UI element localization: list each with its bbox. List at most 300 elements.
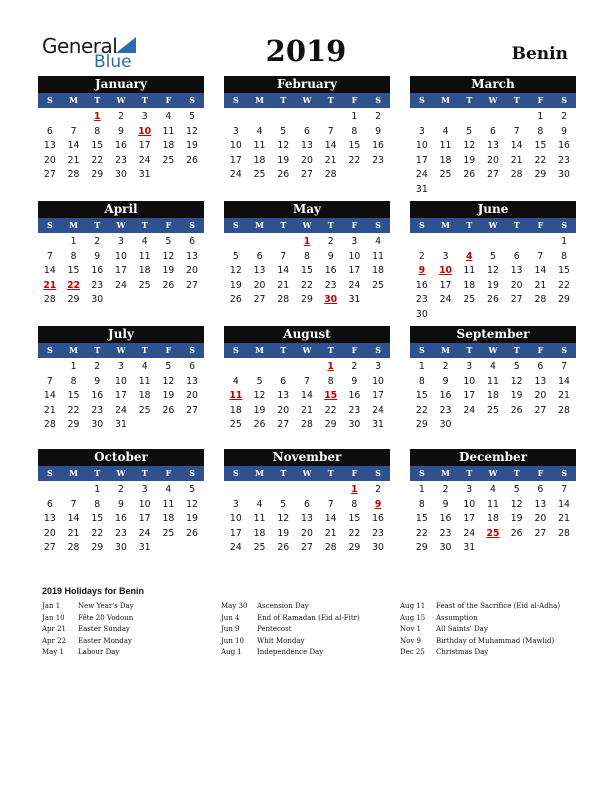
day-grid — [38, 110, 204, 183]
holiday-row — [42, 602, 134, 614]
day-cell: 16 — [115, 140, 127, 152]
weekday-label: S — [561, 345, 568, 355]
weekday-label: F — [351, 468, 358, 478]
day-cell: 30 — [348, 419, 361, 431]
day-cell: 18 — [253, 154, 266, 166]
day-cell: 22 — [348, 527, 361, 539]
day-cell: 27 — [43, 542, 56, 554]
day-cell: 25 — [162, 527, 175, 539]
day-cell: 8 — [351, 125, 358, 137]
weekday-label: F — [165, 345, 172, 355]
holidays-title: 2019 Holidays for Benin — [42, 586, 145, 596]
day-cell: 17 — [439, 279, 452, 291]
day-cell: 2 — [375, 111, 382, 122]
day-empty — [38, 483, 62, 498]
day-cell: 12 — [186, 498, 198, 510]
holiday-column — [400, 602, 560, 660]
day-cell: 11 — [162, 125, 175, 137]
day-cell: 8 — [351, 498, 358, 510]
holiday-row — [42, 625, 134, 637]
day-cell: 26 — [510, 404, 523, 416]
day-cell: 12 — [487, 265, 499, 277]
day-cell: 23 — [558, 154, 570, 166]
day-cell: 19 — [510, 513, 523, 525]
day-cell: 12 — [510, 375, 523, 387]
day-cell: 18 — [229, 404, 242, 416]
weekday-label: M — [441, 220, 450, 230]
day-cell: 2 — [418, 250, 425, 262]
day-cell: 6 — [490, 125, 496, 137]
day-cell: 9 — [118, 498, 124, 510]
holiday-name: Labour Day — [78, 648, 120, 656]
holiday-row — [400, 614, 560, 626]
day-cell: 8 — [94, 498, 101, 510]
day-cell: 3 — [375, 361, 382, 372]
day-cell: 3 — [351, 236, 358, 247]
day-cell: 20 — [43, 527, 56, 539]
day-cell: 21 — [324, 154, 337, 166]
day-cell: 10 — [115, 375, 127, 387]
day-cell: 24 — [463, 404, 476, 416]
day-cell: 14 — [277, 265, 290, 277]
holiday-date: Jan 10 — [42, 613, 65, 622]
day-cell: 26 — [186, 527, 198, 539]
day-cell: 13 — [534, 375, 547, 387]
weekday-label: T — [280, 468, 287, 478]
day-cell: 26 — [277, 169, 290, 181]
day-cell: 15 — [91, 140, 104, 152]
day-cell: 10 — [229, 513, 242, 525]
day-cell: 25 — [486, 527, 500, 539]
day-cell: 27 — [186, 279, 198, 291]
weekday-label: F — [165, 220, 172, 230]
day-cell: 8 — [70, 250, 77, 262]
weekday-label: T — [94, 468, 101, 478]
day-cell: 31 — [115, 419, 127, 431]
day-cell: 3 — [442, 250, 449, 262]
weekday-label: F — [165, 468, 172, 478]
day-cell: 8 — [418, 498, 425, 510]
weekday-label: S — [375, 468, 382, 478]
day-cell: 22 — [91, 154, 104, 166]
day-cell: 7 — [537, 250, 544, 262]
day-cell: 7 — [46, 250, 53, 262]
day-cell: 24 — [463, 527, 476, 539]
day-cell: 27 — [277, 419, 290, 431]
day-cell: 28 — [277, 294, 290, 306]
day-cell: 11 — [439, 140, 452, 152]
day-cell: 15 — [348, 140, 361, 152]
weekday-label: T — [327, 95, 334, 105]
day-cell: 29 — [324, 419, 337, 431]
day-grid — [224, 110, 390, 183]
weekday-label: M — [441, 468, 450, 478]
day-cell: 16 — [348, 390, 361, 402]
day-cell: 28 — [67, 542, 80, 554]
day-cell: 1 — [351, 484, 358, 495]
day-empty — [271, 110, 295, 125]
day-cell: 4 — [375, 236, 382, 247]
weekday-label: W — [302, 345, 312, 355]
day-cell: 12 — [463, 140, 476, 152]
day-cell: 15 — [415, 390, 428, 402]
day-cell: 23 — [439, 404, 452, 416]
holiday-row — [400, 637, 560, 649]
day-cell: 17 — [463, 513, 476, 525]
day-cell: 28 — [324, 169, 337, 181]
holiday-row — [400, 625, 560, 637]
day-cell: 24 — [348, 279, 361, 291]
day-empty — [319, 110, 343, 125]
weekday-label: T — [94, 220, 101, 230]
weekday-label: T — [513, 468, 520, 478]
day-cell: 1 — [351, 111, 358, 122]
day-cell: 23 — [415, 294, 428, 306]
weekday-label: W — [116, 95, 126, 105]
day-cell: 23 — [91, 279, 104, 291]
day-cell: 13 — [186, 375, 198, 387]
day-cell: 17 — [348, 265, 361, 277]
day-grid — [410, 110, 576, 198]
day-cell: 15 — [301, 265, 313, 277]
day-cell: 1 — [94, 111, 101, 122]
day-cell: 29 — [91, 169, 104, 181]
holiday-date: May 30 — [221, 602, 248, 610]
weekday-label: S — [561, 95, 568, 105]
weekday-header — [38, 93, 204, 108]
day-cell: 9 — [374, 498, 382, 510]
day-cell: 30 — [91, 419, 104, 431]
holiday-date: Jun 9 — [221, 625, 240, 633]
month-november — [224, 449, 390, 556]
day-cell: 18 — [463, 279, 476, 291]
month-title: April — [38, 201, 204, 218]
day-empty — [481, 110, 505, 125]
day-cell: 10 — [138, 125, 152, 137]
weekday-header — [410, 466, 576, 481]
day-cell: 25 — [229, 419, 242, 431]
day-cell: 16 — [372, 513, 384, 525]
month-december — [410, 449, 576, 556]
day-cell: 6 — [256, 250, 263, 262]
month-january — [38, 76, 204, 183]
day-cell: 7 — [46, 375, 53, 387]
weekday-label: T — [466, 220, 473, 230]
day-cell: 4 — [165, 484, 172, 495]
day-cell: 26 — [229, 294, 242, 306]
day-cell: 28 — [43, 294, 56, 306]
day-cell: 12 — [277, 140, 290, 152]
day-cell: 27 — [43, 169, 56, 181]
holiday-row — [42, 648, 134, 660]
country-name: Benin — [511, 44, 568, 64]
weekday-label: T — [466, 345, 473, 355]
day-cell: 19 — [277, 527, 290, 539]
day-cell: 31 — [138, 542, 151, 554]
day-empty — [248, 360, 272, 375]
day-cell: 10 — [463, 498, 476, 510]
day-cell: 29 — [67, 419, 80, 431]
day-cell: 7 — [327, 125, 334, 137]
weekday-label: W — [488, 220, 498, 230]
day-cell: 9 — [94, 375, 101, 387]
day-cell: 20 — [43, 154, 56, 166]
weekday-label: T — [280, 220, 287, 230]
day-cell: 19 — [253, 404, 266, 416]
day-cell: 27 — [534, 404, 547, 416]
day-cell: 12 — [229, 265, 242, 277]
day-cell: 25 — [162, 154, 175, 166]
holiday-date: Dec 25 — [400, 648, 425, 656]
day-cell: 3 — [118, 236, 124, 247]
weekday-label: M — [255, 220, 264, 230]
weekday-label: M — [69, 220, 78, 230]
holiday-date: Jun 4 — [221, 613, 240, 622]
day-cell: 1 — [561, 236, 568, 247]
day-cell: 3 — [418, 125, 425, 137]
weekday-label: S — [232, 220, 239, 230]
day-cell: 12 — [277, 513, 290, 525]
day-cell: 27 — [487, 169, 499, 181]
month-title: July — [38, 326, 204, 343]
day-cell: 4 — [165, 111, 172, 122]
day-cell: 26 — [277, 542, 290, 554]
day-cell: 21 — [510, 154, 523, 166]
weekday-label: T — [466, 95, 473, 105]
day-cell: 5 — [165, 236, 172, 247]
weekday-label: M — [255, 95, 264, 105]
day-cell: 20 — [186, 265, 198, 277]
day-cell: 9 — [327, 250, 334, 262]
day-cell: 3 — [466, 361, 473, 372]
day-cell: 23 — [372, 527, 384, 539]
day-cell: 26 — [463, 169, 476, 181]
day-empty — [224, 110, 248, 125]
day-cell: 25 — [253, 169, 266, 181]
day-cell: 22 — [348, 154, 361, 166]
day-cell: 2 — [351, 361, 358, 372]
day-cell: 17 — [372, 390, 384, 402]
day-cell: 27 — [301, 169, 313, 181]
month-april — [38, 201, 204, 308]
holiday-row — [221, 625, 360, 637]
day-cell: 16 — [91, 390, 104, 402]
day-cell: 9 — [351, 375, 358, 387]
holiday-row — [221, 637, 360, 649]
day-cell: 28 — [67, 169, 80, 181]
weekday-label: T — [141, 220, 148, 230]
day-cell: 30 — [372, 542, 384, 554]
holiday-date: Jan 1 — [42, 602, 61, 610]
weekday-label: S — [46, 220, 53, 230]
day-cell: 30 — [91, 294, 104, 306]
day-cell: 6 — [189, 236, 196, 247]
weekday-label: T — [513, 220, 520, 230]
day-cell: 16 — [372, 140, 384, 152]
holiday-row — [400, 648, 560, 660]
day-cell: 7 — [304, 375, 310, 387]
day-cell: 11 — [162, 498, 175, 510]
day-cell: 3 — [232, 125, 239, 137]
day-cell: 19 — [162, 265, 175, 277]
month-title: January — [38, 76, 204, 93]
holiday-date: Jun 10 — [221, 636, 244, 645]
logo-text-blue: Blue — [94, 52, 132, 72]
weekday-label: T — [327, 468, 334, 478]
day-empty — [529, 235, 553, 250]
holiday-row — [221, 602, 360, 614]
day-empty — [224, 235, 248, 250]
weekday-label: T — [141, 468, 148, 478]
day-cell: 20 — [301, 527, 313, 539]
month-title: October — [38, 449, 204, 466]
day-cell: 19 — [162, 390, 175, 402]
day-cell: 23 — [372, 154, 384, 166]
weekday-label: M — [441, 345, 450, 355]
weekday-label: W — [302, 220, 312, 230]
day-cell: 9 — [442, 375, 449, 387]
day-empty — [248, 483, 272, 498]
day-cell: 8 — [537, 125, 544, 137]
day-cell: 18 — [162, 513, 175, 525]
day-cell: 5 — [280, 498, 287, 510]
day-cell: 21 — [558, 390, 570, 402]
day-cell: 20 — [253, 279, 266, 291]
day-cell: 8 — [561, 250, 568, 262]
day-empty — [38, 235, 62, 250]
day-cell: 7 — [561, 484, 568, 495]
day-cell: 26 — [510, 527, 523, 539]
holiday-name: Easter Sunday — [78, 625, 130, 633]
day-cell: 21 — [277, 279, 290, 291]
holiday-date: Apr 21 — [42, 625, 67, 633]
day-cell: 13 — [487, 140, 499, 152]
weekday-label: T — [141, 95, 148, 105]
day-cell: 18 — [487, 513, 499, 525]
day-cell: 18 — [138, 390, 151, 402]
day-cell: 2 — [375, 484, 382, 495]
day-cell: 7 — [70, 125, 77, 137]
day-empty — [319, 483, 343, 498]
day-cell: 2 — [94, 236, 101, 247]
weekday-header — [224, 218, 390, 233]
day-cell: 2 — [94, 361, 101, 372]
day-cell: 27 — [534, 527, 547, 539]
day-cell: 27 — [186, 404, 198, 416]
day-cell: 5 — [189, 484, 196, 495]
day-cell: 25 — [253, 542, 266, 554]
day-cell: 7 — [280, 250, 287, 262]
day-cell: 21 — [43, 279, 57, 291]
day-cell: 6 — [304, 125, 310, 137]
weekday-label: S — [46, 95, 53, 105]
day-cell: 4 — [256, 498, 263, 510]
day-cell: 12 — [253, 390, 266, 402]
day-cell: 30 — [115, 542, 127, 554]
day-cell: 1 — [303, 236, 311, 247]
weekday-label: F — [537, 345, 544, 355]
day-cell: 2 — [442, 361, 449, 372]
day-grid — [224, 235, 390, 308]
day-cell: 20 — [510, 279, 523, 291]
day-cell: 11 — [229, 390, 243, 402]
day-cell: 20 — [487, 154, 499, 166]
day-cell: 28 — [510, 169, 523, 181]
day-cell: 25 — [138, 279, 151, 291]
month-title: May — [224, 201, 390, 218]
month-title: February — [224, 76, 390, 93]
day-cell: 24 — [138, 527, 151, 539]
holiday-date: Aug 11 — [400, 602, 426, 610]
day-cell: 4 — [490, 484, 496, 495]
day-cell: 24 — [439, 294, 452, 306]
logo-text-general: General — [42, 34, 118, 58]
day-cell: 11 — [138, 250, 151, 262]
day-cell: 30 — [415, 308, 428, 320]
day-cell: 22 — [534, 154, 547, 166]
month-title: December — [410, 449, 576, 466]
day-cell: 4 — [232, 375, 239, 387]
weekday-label: S — [418, 345, 425, 355]
weekday-label: F — [537, 220, 544, 230]
day-cell: 29 — [558, 294, 570, 306]
day-cell: 9 — [442, 498, 449, 510]
day-cell: 24 — [229, 542, 242, 554]
day-empty — [38, 110, 62, 125]
day-cell: 20 — [277, 404, 290, 416]
day-empty — [434, 235, 458, 250]
day-cell: 30 — [439, 542, 452, 554]
weekday-label: S — [232, 468, 239, 478]
day-cell: 1 — [70, 236, 77, 247]
day-cell: 23 — [348, 404, 361, 416]
day-cell: 11 — [253, 140, 266, 152]
day-cell: 12 — [510, 498, 523, 510]
day-cell: 3 — [466, 484, 473, 495]
day-cell: 7 — [513, 125, 520, 137]
day-cell: 22 — [91, 527, 104, 539]
month-title: June — [410, 201, 576, 218]
day-cell: 10 — [463, 375, 476, 387]
holiday-name: Christmas Day — [436, 648, 489, 656]
holiday-name: Fête 20 Vodoun — [78, 613, 134, 622]
day-grid — [410, 235, 576, 323]
weekday-header — [410, 93, 576, 108]
day-cell: 10 — [439, 265, 453, 277]
day-cell: 21 — [67, 154, 80, 166]
day-empty — [224, 360, 248, 375]
day-cell: 6 — [513, 250, 520, 262]
day-cell: 9 — [561, 125, 568, 137]
day-cell: 17 — [115, 390, 127, 402]
day-cell: 31 — [463, 542, 476, 554]
weekday-label: F — [351, 345, 358, 355]
holiday-name: End of Ramadan (Eid al-Fitr) — [257, 613, 360, 622]
weekday-header — [224, 93, 390, 108]
day-cell: 10 — [348, 250, 361, 262]
day-cell: 5 — [256, 375, 263, 387]
day-cell: 4 — [442, 125, 449, 137]
day-cell: 13 — [43, 140, 56, 152]
day-cell: 28 — [301, 419, 313, 431]
holiday-row — [221, 648, 360, 660]
day-cell: 5 — [513, 361, 520, 372]
day-cell: 24 — [415, 169, 428, 181]
day-empty — [295, 360, 319, 375]
day-cell: 28 — [534, 294, 547, 306]
day-cell: 29 — [301, 294, 313, 306]
day-cell: 12 — [186, 125, 198, 137]
